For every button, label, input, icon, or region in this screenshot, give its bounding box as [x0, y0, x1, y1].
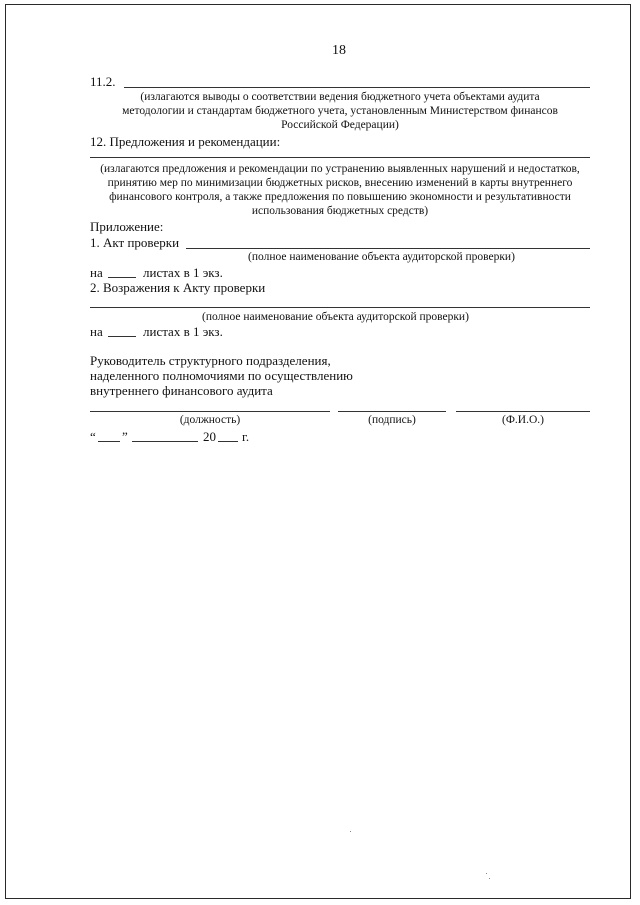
date-year-line[interactable] [218, 441, 238, 442]
item-11-2-fill-line[interactable] [124, 87, 590, 88]
signatory-line-1: Руководитель структурного подразделения, [90, 353, 331, 368]
act-pages-suffix: листах в 1 экз. [143, 265, 223, 280]
act-pages-prefix: на [90, 265, 103, 280]
position-line[interactable] [90, 411, 330, 412]
act-label: 1. Акт проверки [90, 235, 180, 250]
scan-speck [489, 878, 490, 879]
name-label: (Ф.И.О.) [502, 414, 544, 426]
objections-pages-prefix: на [90, 324, 103, 339]
item-12-hint-line-2: принятию мер по минимизации бюджетных рисков, внесению изменений в карты внутреннего [107, 177, 573, 189]
signatory-line-3: внутреннего финансового аудита [90, 383, 273, 398]
item-12-title: 12. Предложения и рекомендации: [90, 134, 281, 149]
item-12-hint-line-4: использования бюджетных средств) [251, 205, 429, 217]
signature-line[interactable] [338, 411, 446, 412]
objections-name-line[interactable] [90, 307, 590, 308]
objections-pages-suffix: листах в 1 экз. [143, 324, 223, 339]
item-11-2-hint-line-1: (излагаются выводы о соответствии ведения бюджетного учета объектами аудита [140, 91, 540, 103]
item-12-fill-line[interactable] [90, 157, 590, 158]
date-year-prefix: 20 [203, 429, 216, 444]
document-page [5, 4, 631, 899]
name-line[interactable] [456, 411, 590, 412]
item-11-2-hint-line-2: методологии и стандартам бюджетного учета, установленным Министерством финансов [122, 105, 558, 117]
date-day-line[interactable] [98, 441, 120, 442]
scan-speck [350, 831, 351, 832]
scan-speck [486, 873, 487, 874]
item-12-hint-line-1: (излагаются предложения и рекомендации по устранению выявленных нарушений и недостатков, [100, 163, 580, 175]
date-year-suffix: г. [242, 429, 250, 444]
page-number: 18 [332, 43, 346, 58]
signature-label: (подпись) [368, 414, 416, 426]
act-name-line[interactable] [186, 248, 590, 249]
objections-hint: (полное наименование объекта аудиторской проверки) [202, 311, 469, 323]
signatory-line-2: наделенного полномочиями по осуществлению [90, 368, 353, 383]
objections-pages-count-line[interactable] [108, 336, 136, 337]
position-label: (должность) [179, 414, 241, 426]
date-month-line[interactable] [132, 441, 198, 442]
date-open-quote: “ [90, 429, 96, 444]
attachments-heading: Приложение: [90, 219, 164, 234]
act-hint: (полное наименование объекта аудиторской проверки) [248, 251, 515, 263]
item-12-hint-line-3: финансового контроля, а также предложения по повышению экономности и результативности [109, 191, 571, 203]
objections-label: 2. Возражения к Акту проверки [90, 280, 266, 295]
item-11-2-number: 11.2. [90, 74, 116, 89]
act-pages-count-line[interactable] [108, 277, 136, 278]
item-11-2-hint-line-3: Российской Федерации) [281, 119, 399, 131]
date-close-quote: ” [122, 429, 128, 444]
